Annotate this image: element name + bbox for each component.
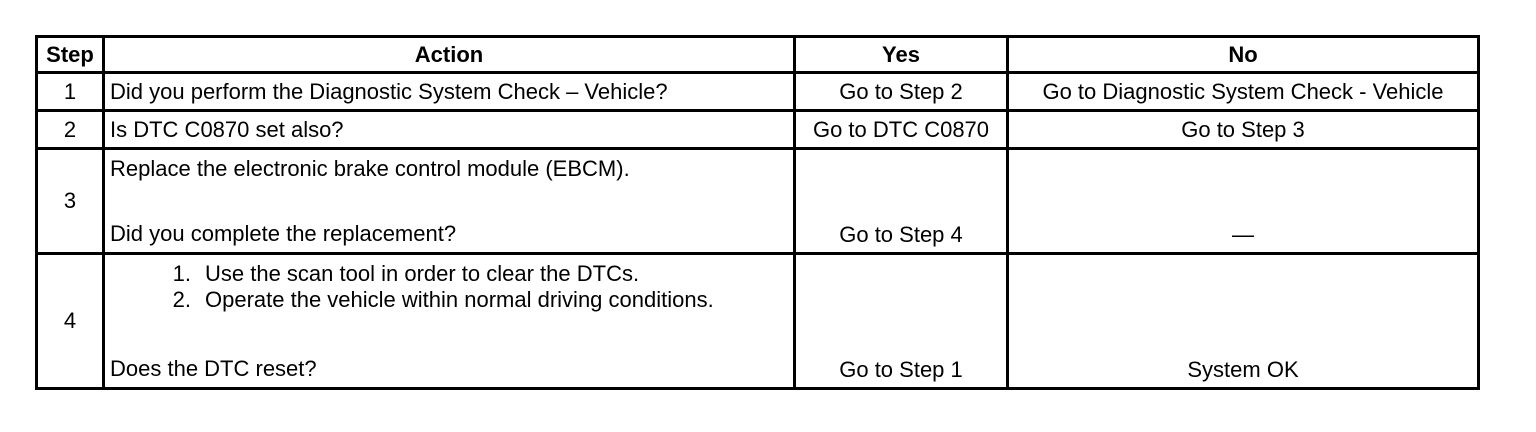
- header-row: [37, 37, 1479, 73]
- yes-result: Go to Step 4: [839, 222, 963, 247]
- header-yes: Yes: [795, 37, 1008, 73]
- no-result: Go to Diagnostic System Check - Vehicle: [1008, 73, 1479, 111]
- list-item-number: 1.: [172, 261, 191, 286]
- header-step: Step: [37, 37, 104, 73]
- action-cell: [104, 149, 795, 254]
- list-item-number: 2.: [172, 287, 191, 312]
- diagnostic-table: [35, 35, 1480, 390]
- list-item: [110, 261, 788, 287]
- no-result: —: [1232, 222, 1254, 247]
- action-text: Did you perform the Diagnostic System Check – Vehicle?: [104, 73, 795, 111]
- no-result: Go to Step 3: [1008, 111, 1479, 149]
- table-row: [37, 73, 1479, 111]
- no-cell: [1008, 149, 1479, 254]
- action-steps-list: [110, 261, 788, 313]
- yes-result: Go to Step 1: [839, 357, 963, 382]
- step-number: 4: [37, 254, 104, 389]
- action-question: Did you complete the replacement?: [110, 221, 457, 246]
- step-number: 2: [37, 111, 104, 149]
- no-cell: [1008, 254, 1479, 389]
- yes-result: Go to DTC C0870: [795, 111, 1008, 149]
- action-cell: [104, 254, 795, 389]
- list-item-text: Operate the vehicle within normal driving conditions.: [205, 287, 714, 312]
- list-item: [110, 287, 788, 313]
- header-no: No: [1008, 37, 1479, 73]
- no-result: System OK: [1187, 357, 1299, 382]
- action-text: Is DTC C0870 set also?: [104, 111, 795, 149]
- step-number: 1: [37, 73, 104, 111]
- action-intro: Replace the electronic brake control module (EBCM).: [110, 156, 630, 181]
- table-row: [37, 149, 1479, 254]
- header-action: Action: [104, 37, 795, 73]
- yes-cell: [795, 254, 1008, 389]
- list-item-text: Use the scan tool in order to clear the DTCs.: [205, 261, 640, 286]
- yes-result: Go to Step 2: [795, 73, 1008, 111]
- action-question: Does the DTC reset?: [110, 356, 317, 381]
- table-row: [37, 254, 1479, 389]
- step-number: 3: [37, 149, 104, 254]
- table-row: [37, 111, 1479, 149]
- yes-cell: [795, 149, 1008, 254]
